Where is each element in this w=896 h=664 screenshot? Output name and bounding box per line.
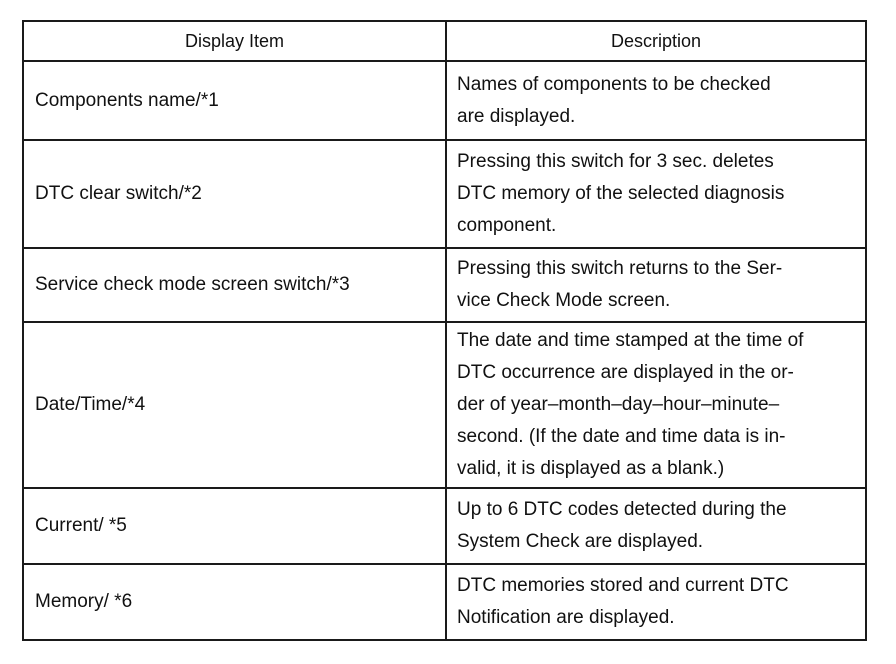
display-item-cell: Service check mode screen switch/*3 <box>23 248 446 322</box>
description-line: System Check are displayed. <box>457 531 704 552</box>
description-cell <box>446 322 866 488</box>
column-header-display-item: Display Item <box>23 21 446 61</box>
description-line: Up to 6 DTC codes detected during the <box>457 499 787 520</box>
description-cell <box>446 564 866 640</box>
description-line: The date and time stamped at the time of <box>457 330 804 351</box>
table-row <box>23 140 866 248</box>
table-row <box>23 61 866 140</box>
description-line: valid, it is displayed as a blank.) <box>457 458 725 479</box>
description-line: DTC memories stored and current DTC <box>457 575 789 596</box>
column-header-description: Description <box>446 21 866 61</box>
display-item-table <box>22 20 867 641</box>
description-cell <box>446 248 866 322</box>
description-line: Notification are displayed. <box>457 607 675 628</box>
description-line: der of year–month–day–hour–minute– <box>457 394 780 415</box>
description-line: Pressing this switch returns to the Ser- <box>457 258 783 279</box>
description-cell <box>446 488 866 564</box>
description-line: vice Check Mode screen. <box>457 290 671 311</box>
description-line: Pressing this switch for 3 sec. deletes <box>457 151 774 172</box>
description-line: second. (If the date and time data is in- <box>457 426 786 447</box>
description-line: DTC occurrence are displayed in the or- <box>457 362 794 383</box>
display-item-cell: Memory/ *6 <box>23 564 446 640</box>
description-line: Names of components to be checked <box>457 73 771 95</box>
table-row <box>23 248 866 322</box>
display-item-cell: Date/Time/*4 <box>23 322 446 488</box>
description-line: are displayed. <box>457 105 576 127</box>
table-row <box>23 322 866 488</box>
description-line: component. <box>457 215 557 236</box>
description-cell <box>446 140 866 248</box>
display-item-cell: DTC clear switch/*2 <box>23 140 446 248</box>
description-line: DTC memory of the selected diagnosis <box>457 183 785 204</box>
description-cell <box>446 61 866 140</box>
table-row <box>23 488 866 564</box>
table-header-row <box>23 21 866 61</box>
display-item-cell: Components name/*1 <box>23 61 446 140</box>
table-row <box>23 564 866 640</box>
display-item-cell: Current/ *5 <box>23 488 446 564</box>
